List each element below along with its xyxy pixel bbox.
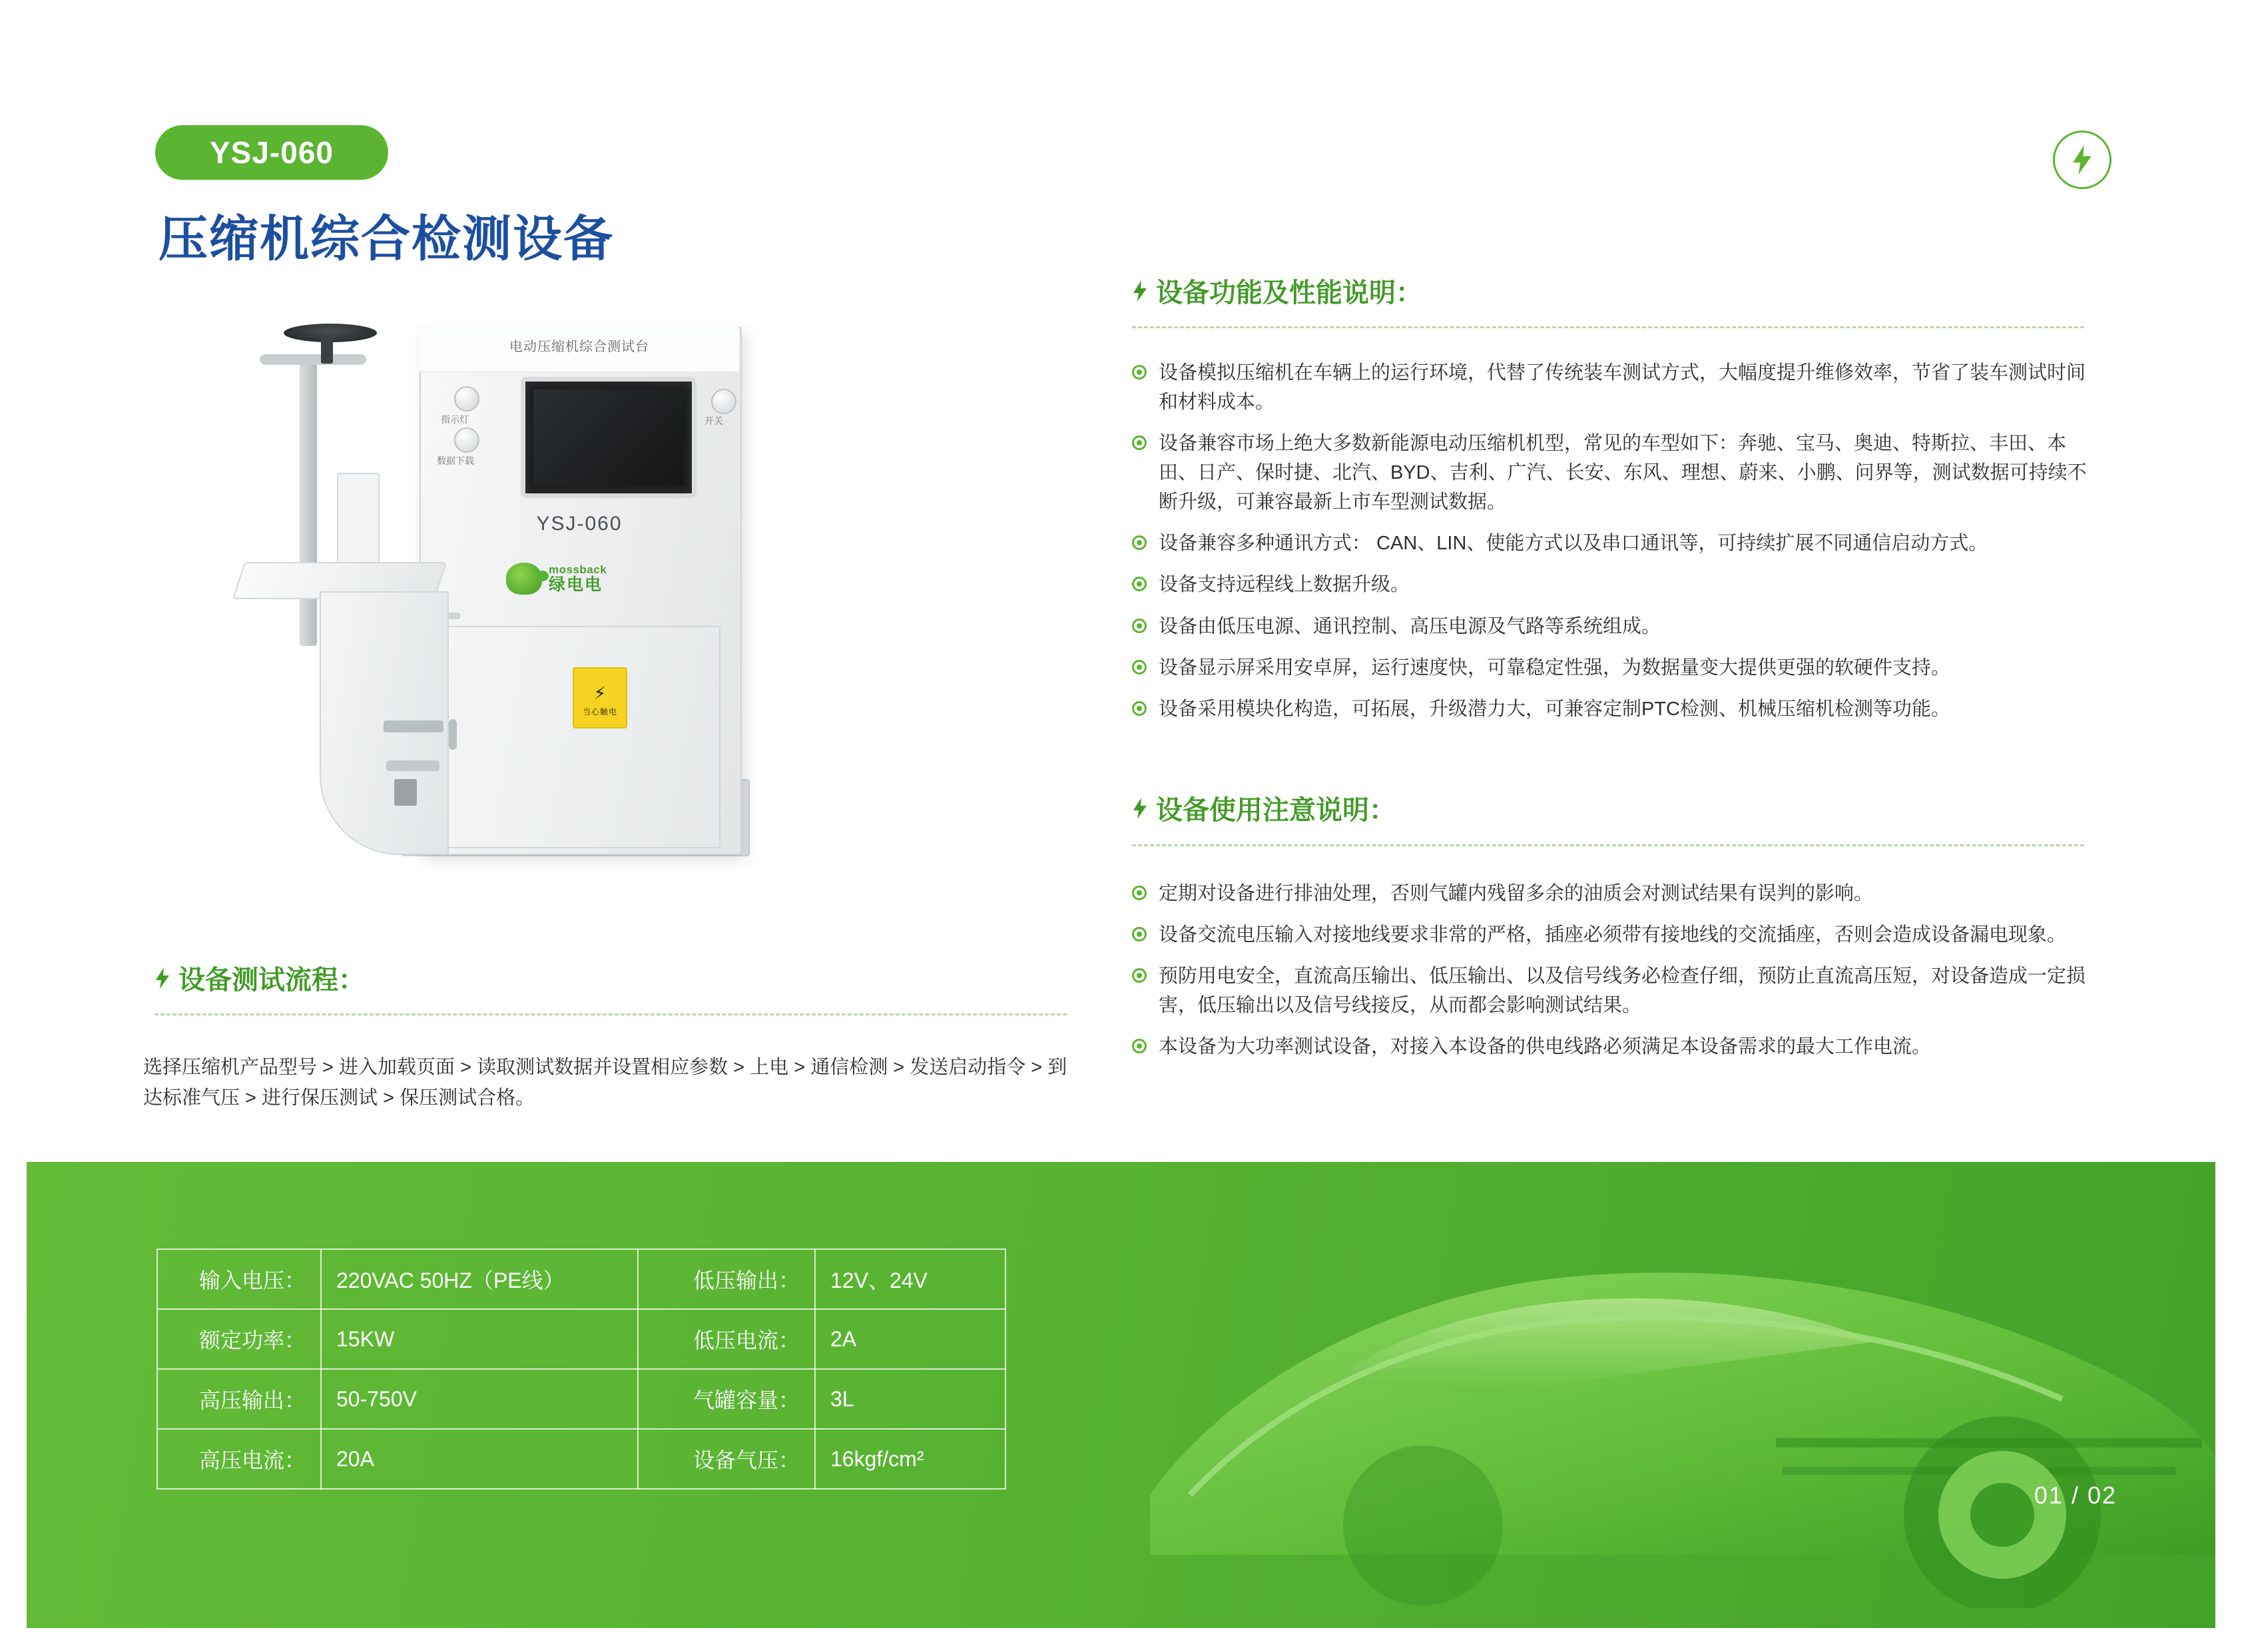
machine-screen-display xyxy=(533,390,684,485)
bolt-icon xyxy=(154,967,170,989)
page-title: 压缩机综合检测设备 xyxy=(158,211,614,266)
spec-key: 低压输出： xyxy=(638,1249,815,1309)
features-section-heading xyxy=(1132,272,1422,310)
list-item-text: 设备模拟压缩机在车辆上的运行环境，代替了传统装车测试方式，大幅度提升维修效率，节省了装车测试时间和材料成本。 xyxy=(1159,362,2086,413)
indicator-light-label: 指示灯 xyxy=(441,414,469,425)
list-item-text: 设备兼容市场上绝大多数新能源电动压缩机机型，常见的车型如下：奔驰、宝马、奥迪、特斯拉、丰田、本田、日产、保时捷、北汽、BYD、吉利、广汽、长安、东风、理想、蔚来、小鹏、问界等，测试数据可持续不断升级，可兼容最新上市车型测试数据。 xyxy=(1159,433,2087,513)
features-list xyxy=(1132,358,2098,736)
indicator-light-knob xyxy=(454,386,479,412)
brand-logo xyxy=(506,553,659,605)
spec-value: 15KW xyxy=(321,1309,638,1369)
spec-key: 设备气压： xyxy=(638,1429,815,1489)
machine-illustration xyxy=(220,313,1019,886)
bullet-icon xyxy=(1132,886,1147,900)
list-item-text: 设备支持远程线上数据升级。 xyxy=(1159,574,1410,596)
press-arm-top xyxy=(260,354,366,365)
page-number: 01 / 02 xyxy=(2034,1482,2117,1509)
spec-key: 输入电压： xyxy=(157,1249,321,1309)
list-item xyxy=(1132,962,2098,1020)
bullet-icon xyxy=(1132,619,1147,633)
bullet-icon xyxy=(1132,535,1147,550)
cabinet-door xyxy=(439,626,720,848)
spec-key: 高压输出： xyxy=(157,1369,321,1429)
list-item xyxy=(1132,920,2098,950)
warning-bolt-icon: ⚡ xyxy=(593,683,607,703)
air-valve-3 xyxy=(394,779,417,806)
bullet-icon xyxy=(1132,968,1147,983)
press-bracket xyxy=(337,473,380,575)
electric-shock-warning-label xyxy=(573,667,627,728)
flow-section-divider xyxy=(154,1013,1067,1015)
list-item-text: 设备由低压电源、通讯控制、高压电源及气路等系统组成。 xyxy=(1159,615,1661,637)
list-item-text: 设备采用模块化构造，可拓展，升级潜力大，可兼容定制PTC检测、机械压缩机检测等功能。 xyxy=(1159,698,1951,720)
spec-key: 高压电流： xyxy=(157,1429,321,1489)
logo-en-text: mossback xyxy=(549,563,607,576)
power-switch-label: 开关 xyxy=(704,415,723,426)
table-row xyxy=(157,1429,1005,1489)
bullet-icon xyxy=(1132,577,1147,591)
list-item xyxy=(1132,612,2098,641)
spec-value: 220VAC 50HZ（PE线） xyxy=(321,1249,638,1309)
list-item-text: 设备兼容多种通讯方式： CAN、LIN、使能方式以及串口通讯等，可持续扩展不同通信启动方式。 xyxy=(1159,533,1988,555)
flow-section-heading xyxy=(154,959,365,997)
list-item-text: 定期对设备进行排油处理，否则气罐内残留多余的油质会对测试结果有误判的影响。 xyxy=(1159,883,1874,904)
list-item xyxy=(1132,879,2098,908)
list-item-text: 设备显示屏采用安卓屏，运行速度快，可靠稳定性强，为数据量变大提供更强的软硬件支持。 xyxy=(1159,657,1951,679)
air-valve-1 xyxy=(384,720,443,732)
spec-key: 气罐容量： xyxy=(638,1369,815,1429)
hand-wheel-stem xyxy=(321,337,333,364)
notes-section-heading-text: 设备使用注意说明： xyxy=(1156,796,1396,825)
model-badge: YSJ-060 xyxy=(155,125,388,180)
spec-value: 16kgf/cm² xyxy=(815,1429,1005,1489)
list-item xyxy=(1132,570,2098,599)
table-row xyxy=(157,1309,1005,1369)
spec-key: 低压电流： xyxy=(638,1309,815,1369)
spec-value: 2A xyxy=(815,1309,1005,1369)
bullet-icon xyxy=(1132,701,1147,716)
bullet-icon xyxy=(1132,1039,1147,1053)
machine-caption: 电动压缩机综合测试台 xyxy=(509,340,649,354)
spec-value: 12V、24V xyxy=(815,1249,1005,1309)
flow-text: 选择压缩机产品型号 > 进入加载页面 > 读取测试数据并设置相应参数 > 上电 > 通信检测 > 发送启动指令 > 到达标准气压 > 进行保压测试 > 保压测试合格。 xyxy=(143,1057,1067,1109)
cabinet-door-handle xyxy=(449,719,457,750)
features-section-heading-text: 设备功能及性能说明： xyxy=(1156,278,1422,308)
air-valve-2 xyxy=(386,760,439,771)
warning-text: 当心触电 xyxy=(582,707,617,716)
list-item-text: 本设备为大功率测试设备，对接入本设备的供电线路必须满足本设备需求的最大工作电流。 xyxy=(1159,1036,1932,1058)
notes-list xyxy=(1132,879,2098,1073)
lightning-bolt-icon xyxy=(2053,131,2111,189)
spec-value: 50-750V xyxy=(321,1369,638,1429)
bullet-icon xyxy=(1132,927,1147,942)
flow-section-heading-text: 设备测试流程： xyxy=(178,965,365,995)
list-item xyxy=(1132,358,2098,417)
table-row xyxy=(157,1249,1005,1309)
warning-triangle-icon xyxy=(584,673,616,702)
spec-table xyxy=(156,1248,1006,1490)
bolt-icon xyxy=(1132,280,1148,302)
data-download-knob xyxy=(454,427,479,453)
press-arm-post xyxy=(300,360,317,646)
data-download-label: 数据下载 xyxy=(437,455,474,466)
table-row xyxy=(157,1369,1005,1429)
notes-section-divider xyxy=(1132,844,2084,846)
list-item xyxy=(1132,529,2098,558)
list-item-text: 设备交流电压输入对接地线要求非常的严格，插座必须带有接地线的交流插座，否则会造成设备漏电现象。 xyxy=(1159,924,2067,946)
list-item-text: 预防用电安全，直流高压输出、低压输出、以及信号线务必检查仔细，预防止直流高压短，对设备造成一定损害，低压输出以及信号线接反，从而都会影响测试结果。 xyxy=(1159,965,2086,1017)
bullet-icon xyxy=(1132,660,1147,675)
logo-cn-text: 绿电电 xyxy=(549,575,603,594)
car-illustration xyxy=(1110,1182,2215,1608)
spec-key: 额定功率： xyxy=(157,1309,321,1369)
machine-screen xyxy=(521,377,697,498)
notes-section-heading xyxy=(1132,789,1396,827)
bolt-icon xyxy=(1132,797,1148,820)
bullet-icon xyxy=(1132,435,1147,450)
bullet-icon xyxy=(1132,365,1147,380)
list-item xyxy=(1132,1032,2098,1061)
list-item xyxy=(1132,653,2098,683)
power-switch-knob xyxy=(711,389,736,414)
spec-value: 3L xyxy=(815,1369,1005,1429)
turtle-icon xyxy=(506,563,542,595)
list-item xyxy=(1132,694,2098,724)
spec-value: 20A xyxy=(321,1429,638,1489)
machine-model-label: YSJ-060 xyxy=(536,513,623,535)
features-section-divider xyxy=(1132,326,2084,328)
list-item xyxy=(1132,429,2098,517)
